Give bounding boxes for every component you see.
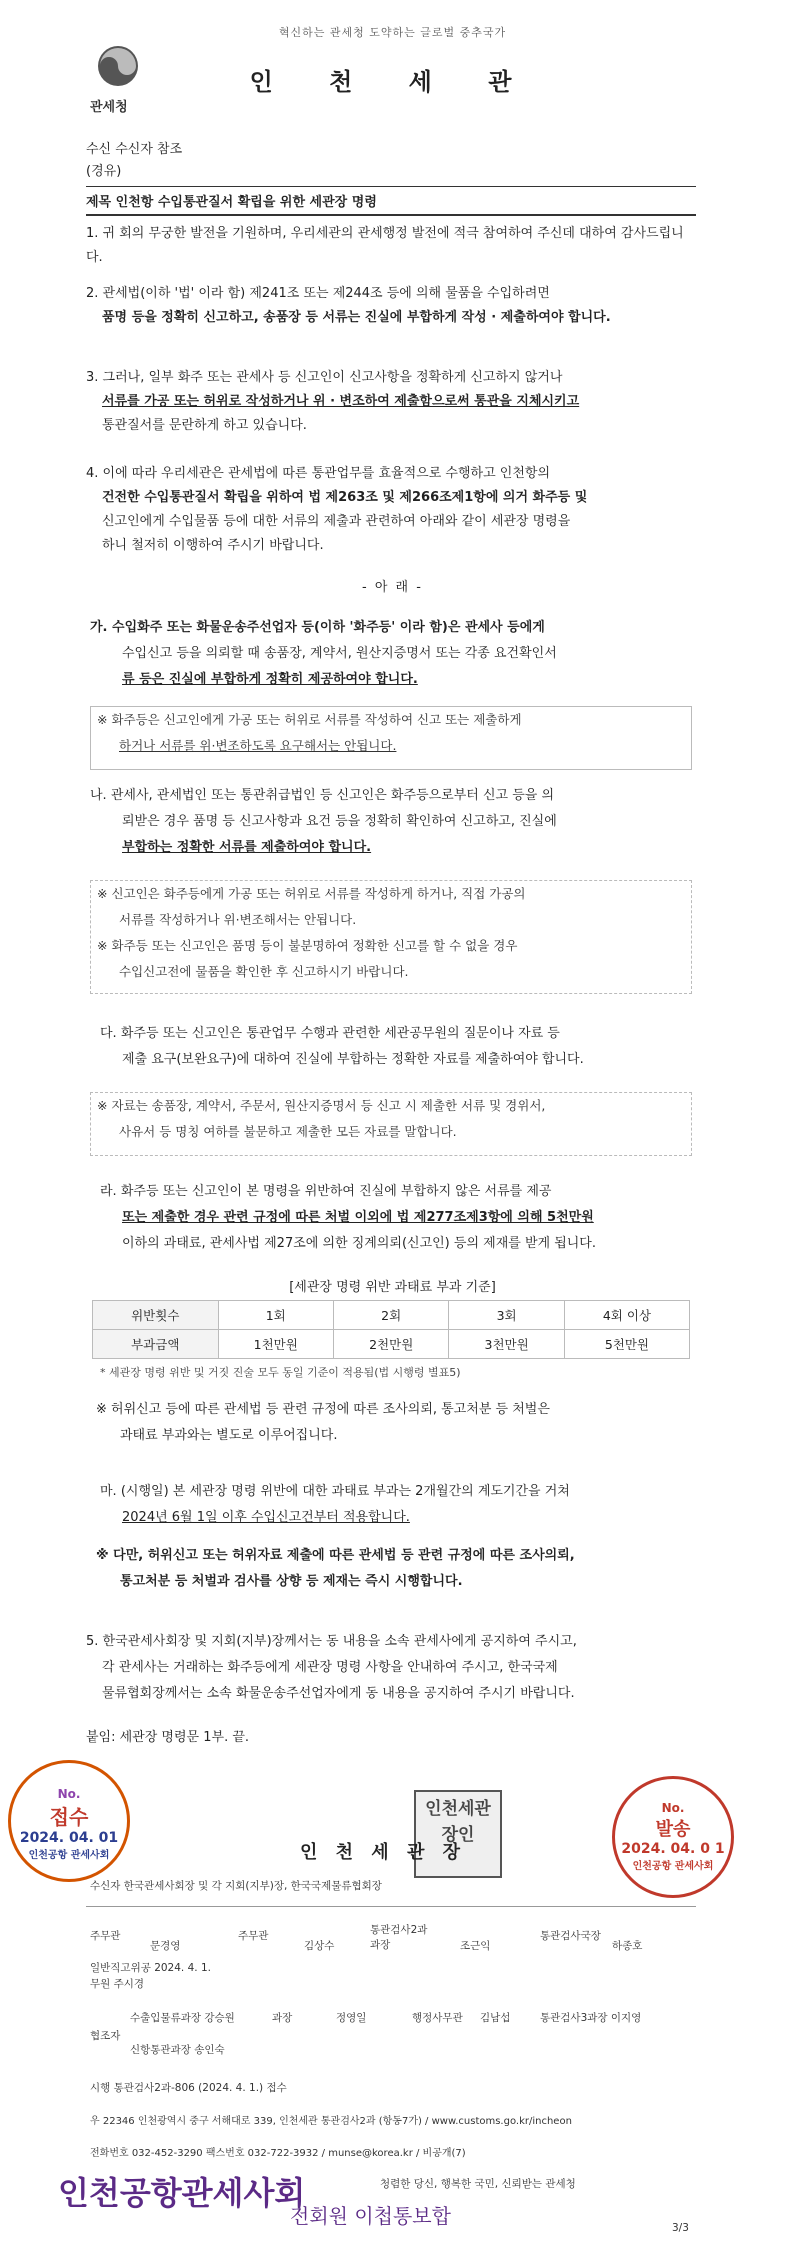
note-na-2b: 수입신고전에 물품을 확인한 후 신고하시기 바랍니다. [119,964,409,979]
paragraph-2b: 품명 등을 정확히 신고하고, 송품장 등 서류는 진실에 부합하게 작성 · 제출하여야 합니다. [102,310,611,325]
recipient-line: 수신 수신자 참조 [86,142,183,157]
approval-extra: 일반직고위공 2024. 4. 1. [90,1962,211,1974]
item-na-c: 부합하는 정확한 서류를 제출하여야 합니다. [122,840,372,855]
fine-cell: 2회 [333,1301,448,1330]
item-ra-a: 라. 화주등 또는 신고인이 본 명령을 위반하여 진실에 부합하지 않은 서류를 제공 [100,1184,552,1199]
stamp-dept: 인천공항 관세사회 [632,1861,714,1872]
item-ga-a: 가. 수입화주 또는 화물운송주선업자 등(이하 '화주등' 이라 함)은 관세사 등에게 [90,620,545,635]
stamp-date: 2024. 04. 0 1 [621,1841,725,1857]
approval-r1c3: 주무관 [238,1930,269,1942]
note-box-da [90,1092,692,1156]
note-ga-a: ※ 화주등은 신고인에게 가공 또는 허위로 서류를 작성하여 신고 또는 제출하게 [97,712,522,727]
note-da-a: ※ 자료는 송품장, 계약서, 주문서, 원산지증명서 등 신고 시 제출한 서류 및 경위서, [97,1098,546,1113]
office-seal [414,1790,502,1878]
fine-cell: 1회 [218,1301,333,1330]
paragraph-4d: 하니 철저히 이행하여 주시기 바랍니다. [102,538,324,553]
approval-r1c6: 조근익 [460,1940,491,1952]
stamp-date: 2024. 04. 01 [19,1830,119,1846]
contact-line: 전화번호 032-452-3290 팩스번호 032-722-3932 / munse@korea.kr / 비공개(7) [90,2148,466,2159]
item-ra-c: 이하의 과태료, 관세사법 제27조에 의한 징계의뢰(신고인) 등의 제재를 받게 됩니다. [122,1236,596,1251]
paragraph-3a: 3. 그러나, 일부 화주 또는 관세사 등 신고인이 신고사항을 정확하게 신고하지 않거나 [86,370,563,385]
fine-table-title: [세관장 명령 위반 과태료 부과 기준] [289,1280,496,1295]
fine-footnote: * 세관장 명령 위반 및 거짓 진술 모두 동일 기준이 적용됨(법 시행령 별표5) [100,1366,461,1379]
fine-cell: 5천만원 [564,1330,689,1359]
coop-r1c5: 김남섭 [480,2012,511,2024]
fine-cell: 1천만원 [218,1330,333,1359]
stamp-label: 발송 [655,1819,691,1840]
motto-line: 청렴한 당신, 행복한 국민, 신뢰받는 관세청 [380,2178,576,2190]
stamp-label: 접수 [49,1805,89,1829]
coop-r1c6: 통관검사3과장 이지영 [540,2012,642,2024]
item-ra-b: 또는 제출한 경우 관련 규정에 따른 처벌 이외에 법 제277조제3항에 의해 5천만원 [122,1210,594,1225]
item-da-b: 제출 요구(보완요구)에 대하여 진실에 부합하는 정확한 자료를 제출하여야 합니다. [122,1052,584,1067]
logo-text: 관세청 [90,100,128,115]
paragraph-3b: 서류를 가공 또는 허위로 작성하거나 위 · 변조하여 제출함으로써 통관을 지체시키고 [102,394,580,409]
paragraph-4c: 신고인에게 수입물품 등에 대한 서류의 제출과 관련하여 아래와 같이 세관장 명령을 [102,514,571,529]
approval-r1c8: 하종호 [612,1940,643,1952]
item-ga-c: 류 등은 진실에 부합하게 정확히 제공하여야 합니다. [122,672,418,687]
item-da-a: 다. 화주등 또는 신고인은 통관업무 수행과 관련한 세관공무원의 질문이나 자료 등 [100,1026,560,1041]
note-ma-b: 통고처분 등 처벌과 검사를 상향 등 제재는 즉시 시행합니다. [120,1574,463,1589]
item-ma-a: 마. (시행일) 본 세관장 명령 위반에 대한 과태료 부과는 2개월간의 계도기간을 거쳐 [100,1484,570,1499]
fine-cell: 4회 이상 [564,1301,689,1330]
note-ra-a: ※ 허위신고 등에 따른 관세법 등 관련 규정에 따른 조사의뢰, 통고처분 등 처벌은 [96,1402,550,1417]
fine-cell: 2천만원 [333,1330,448,1359]
union-subtitle: 전회원 이첩통보합 [290,2204,451,2228]
recipients-line: 수신자 한국관세사회장 및 각 지회(지부)장, 한국국제물류협회장 [90,1880,382,1892]
paragraph-5b: 각 관세사는 거래하는 화주등에게 세관장 명령 사항을 안내하여 주시고, 한국국제 [102,1660,558,1675]
attachment-line: 붙임: 세관장 명령문 1부. 끝. [86,1730,250,1745]
stamp-no: No. [57,1787,81,1801]
fine-table [92,1300,690,1359]
note-box-ga [90,706,692,770]
approval-extra2: 무원 주시경 [90,1978,145,1990]
item-ma-b: 2024년 6월 1일 이후 수입신고건부터 적용합니다. [122,1510,410,1525]
coop-r1c1: 수출입물류과장 강승원 [130,2012,235,2024]
approval-r1c2: 문경영 [150,1940,181,1952]
office-bottom: 인 천 세 관 장 [300,1842,467,1863]
address-line: 우 22346 인천광역시 중구 서해대로 339, 인천세관 통관검사2과 (항동7가) / www.customs.go.kr/incheon [90,2116,572,2127]
via-line: (경유) [86,164,122,179]
seal-text: 인천세관장인 [425,1799,491,1845]
fine-cell: 위반횟수 [93,1301,219,1330]
dispatch-stamp [612,1776,734,1898]
coop-r1c3: 정영일 [336,2012,367,2024]
paragraph-5a: 5. 한국관세사회장 및 지회(지부)장께서는 동 내용을 소속 관세사에게 공지하여 주시고, [86,1634,577,1649]
fine-cell: 3회 [449,1301,564,1330]
item-na-a: 나. 관세사, 관세법인 또는 통관취급법인 등 신고인은 화주등으로부터 신고 등을 의 [90,788,555,803]
note-ra-b: 과태료 부과와는 별도로 이루어집니다. [120,1428,338,1443]
paragraph-1: 1. 귀 회의 무궁한 발전을 기원하며, 우리세관의 관세행정 발전에 적극 참여하여 주신데 대하여 감사드립니다. [86,226,684,265]
item-ga-b: 수입신고 등을 의뢰할 때 송품장, 계약서, 원산지증명서 또는 각종 요건확인서 [122,646,557,661]
fine-table-header-row [93,1301,690,1330]
item-na-b: 뢰받은 경우 품명 등 신고사항과 요건 등을 정확히 확인하여 신고하고, 진실에 [122,814,557,829]
coop-r1c2: 과장 [272,2012,293,2024]
stamp-no: No. [661,1801,685,1815]
coop-r2: 신항통관과장 송인숙 [130,2044,225,2056]
office-title: 인 천 세 관 [249,68,536,96]
subject-line: 제목 인천항 수입통관질서 확립을 위한 세관장 명령 [86,186,696,216]
approval-r1c4: 김상수 [304,1940,335,1952]
stamp-dept: 인천공항 관세사회 [28,1850,110,1861]
fine-table-amount-row [93,1330,690,1359]
approval-r1c1: 주무관 [90,1930,121,1942]
approval-r1c5: 통관검사2과 과장 [370,1924,428,1951]
note-box-na [90,880,692,994]
cooperator-label: 협조자 [90,2030,121,2042]
note-ga-b: 하거나 서류를 위·변조하도록 요구해서는 안됩니다. [119,738,397,753]
note-na-2a: ※ 화주등 또는 신고인은 품명 등이 불분명하여 정확한 신고를 할 수 없을 경우 [97,938,518,953]
paragraph-2a: 2. 관세법(이하 '법' 이라 함) 제241조 또는 제244조 등에 의해 물품을 수입하려면 [86,286,550,301]
note-na-1a: ※ 신고인은 화주등에게 가공 또는 허위로 서류를 작성하게 하거나, 직접 가공의 [97,886,526,901]
note-ma-a: ※ 다만, 허위신고 또는 허위자료 제출에 따른 관세법 등 관련 규정에 따른 조사의뢰, [96,1548,575,1563]
note-na-1b: 서류를 작성하거나 위·변조해서는 안됩니다. [119,912,357,927]
paragraph-4a: 4. 이에 따라 우리세관은 관세법에 따른 통관업무를 효율적으로 수행하고 인천항의 [86,466,551,481]
coop-r1c4: 행정사무관 [412,2012,463,2024]
below-heading: - 아 래 - [362,580,423,595]
page-number: 3/3 [672,2222,689,2234]
paragraph-3c: 통관질서를 문란하게 하고 있습니다. [102,418,307,433]
enforce-line: 시행 통관검사2과-806 (2024. 4. 1.) 접수 [90,2082,287,2094]
approval-r1c7: 통관검사국장 [540,1930,601,1942]
paragraph-4b: 건전한 수입통관질서 확립을 위하여 법 제263조 및 제266조제1항에 의거 화주등 및 [102,490,588,505]
reception-stamp [8,1760,130,1882]
slogan: 혁신하는 관세청 도약하는 글로벌 중추국가 [278,26,507,39]
paragraph-5c: 물류협회장께서는 소속 화물운송주선업자에게 동 내용을 공지하여 주시기 바랍니다. [102,1686,575,1701]
fine-cell: 부과금액 [93,1330,219,1359]
fine-cell: 3천만원 [449,1330,564,1359]
union-title: 인천공항관세사회 [58,2174,306,2212]
note-da-b: 사유서 등 명칭 여하를 불문하고 제출한 모든 자료를 말합니다. [119,1124,457,1139]
footer-divider [86,1906,696,1907]
